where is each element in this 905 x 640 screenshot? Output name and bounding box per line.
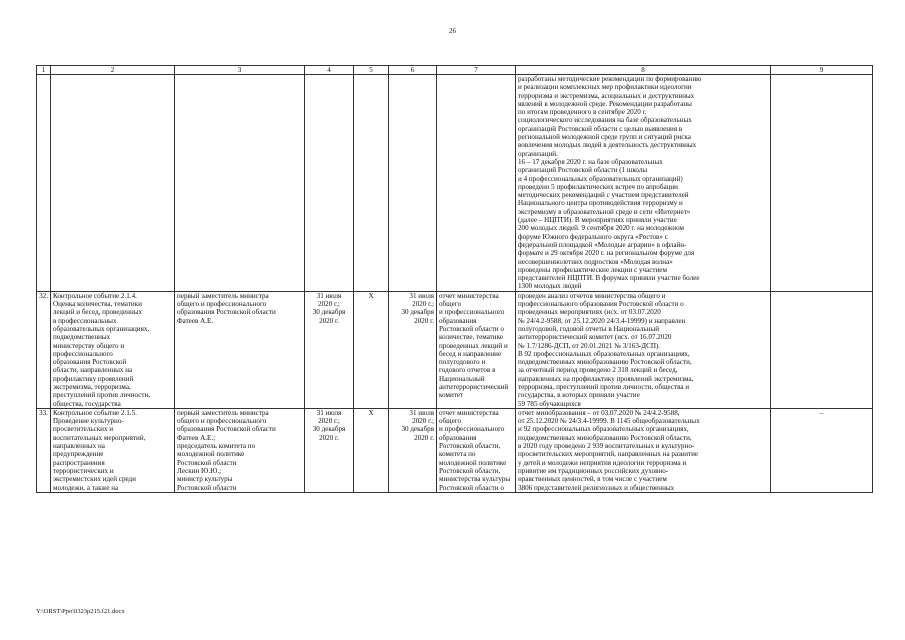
cell-result (516, 408, 771, 492)
table-row-32 (37, 291, 873, 408)
text-line: Фатеев А.Е. (177, 316, 214, 325)
text-line: терроризма и экстремизма, асоциальных и деструктивных (518, 91, 695, 100)
text-line: Ростовской области, (439, 466, 501, 475)
text-line: 31 июля (316, 408, 342, 417)
text-line: по итогам проведенного в сентябре 2020 г. (518, 108, 647, 117)
text-line: явлений в молодежной среде. Рекомендации разработаны (518, 99, 692, 108)
text-line: общего и профессионального (177, 300, 267, 309)
text-line: количестве, тематике (439, 333, 503, 342)
text-line: образования (439, 433, 477, 442)
text-line: у детей и молодежи неприятия идеологии терроризма и (518, 458, 687, 467)
col-header: 8 (516, 66, 771, 75)
text-line: и 92 профессиональных образовательных организациях, (518, 425, 689, 434)
text-line: министр культуры (177, 475, 233, 484)
cell-planned-date (305, 291, 354, 408)
text-line: проведен анализ отчетов министерства общего и (518, 291, 666, 300)
cell-report-type (437, 291, 516, 408)
text-line: социологического исследования на базе образовательных (518, 116, 692, 125)
text-line: организаций. (518, 149, 558, 158)
text-line: комитет (439, 391, 464, 400)
text-line: Фатеев А.Е.; (177, 433, 216, 442)
text-line: антитеррористический (439, 382, 509, 391)
text-line: направленных на (53, 442, 105, 451)
text-line: первый заместитель министра (177, 408, 269, 417)
text-line: региональной молодежной среде групп и ситуаций риска (518, 133, 691, 142)
cell-actual-date (389, 408, 437, 492)
text-line: (далее – НЦПТИ). В мероприятиях приняли участие (518, 216, 677, 225)
text-line: отчет министерства (439, 408, 499, 417)
text-line: терроризма, преступлений против личности, общества и (518, 382, 690, 391)
text-line: просветительских и (53, 425, 114, 434)
text-line: Проведение культурно- (53, 417, 124, 426)
text-line: несовершеннолетних подростков «Молодая волна» (518, 257, 673, 266)
text-line: 30 декабря (312, 425, 346, 434)
text-line: вовлечения молодых людей в деятельность деструктивных (518, 141, 697, 150)
text-line: профилактику проявлений (53, 374, 134, 383)
text-line: Национальный (439, 374, 485, 383)
text-line: отчет министерства (439, 291, 499, 300)
cell-responsible (175, 408, 305, 492)
text-line: преступлений против личности, (53, 391, 151, 400)
text-line: Оценка количества, тематики (53, 300, 142, 309)
text-line: образования Ростовской области (177, 425, 276, 434)
text-line: 30 декабря (401, 425, 434, 434)
text-line: области, направленных на (53, 366, 133, 375)
text-line: образовательных организациях, (53, 324, 150, 333)
text-line: Национального центра противодействия терроризму и (518, 199, 683, 208)
cell-x: Х (354, 408, 389, 492)
text-line: привитие им традиционных российских духовно- (518, 466, 669, 475)
text-line: предупреждение (53, 450, 104, 459)
text-line: 30 декабря (401, 308, 434, 317)
text-line: экстремизма, терроризма, (53, 382, 131, 391)
text-line: В 92 профессиональных образовательных организациях, (518, 349, 690, 358)
text-line: отчет минобразования – от 03.07.2020 № 24/4.2-9588, (518, 408, 680, 417)
text-line: председатель комитета по (177, 442, 256, 451)
text-line: профессионального (53, 349, 113, 358)
text-line: молодежной политике (439, 458, 507, 467)
text-line: Ростовской области (177, 483, 237, 492)
col-header: 2 (51, 66, 175, 75)
cell-event (51, 291, 175, 408)
cell-event (51, 408, 175, 492)
text-line: распространения (53, 458, 105, 467)
text-line: 2020 г. (414, 316, 434, 325)
cell-responsible (175, 291, 305, 408)
text-line: министерству общего и (53, 341, 125, 350)
text-line: Ростовской области о (439, 483, 504, 492)
text-line: образования Ростовской (53, 358, 127, 367)
text-line: проведенных мероприятиях (исх. от 03.07.2020 (518, 308, 661, 317)
text-line: организаций Ростовской области (1 школы (518, 166, 648, 175)
text-line: бесед и направление (439, 349, 502, 358)
cell-x: Х (354, 291, 389, 408)
text-line: методических рекомендаций с участием представителей (518, 191, 689, 200)
page-number: 26 (449, 27, 456, 35)
col-header: 7 (437, 66, 516, 75)
text-line: экстремизму в образовательной среде и сети «Интернет» (518, 207, 691, 216)
text-line: Контрольное событие 2.1.4. (53, 291, 137, 300)
text-line: общего (439, 300, 462, 309)
text-line: воспитательных мероприятий, (53, 433, 146, 442)
cell-note (771, 291, 873, 408)
text-line: 2020 г.; (318, 417, 340, 426)
row-number: 32. (37, 291, 51, 408)
text-line: 3806 представителей религиозных и общественных (518, 483, 675, 492)
text-line: образования Ростовской области (177, 308, 276, 317)
report-table (36, 65, 873, 493)
text-line: полугодового и (439, 358, 486, 367)
text-line: общего (439, 417, 462, 426)
text-line: подведомственных (53, 333, 111, 342)
text-line: первый заместитель министра (177, 291, 269, 300)
text-line: направленных на профилактику проявлений экстремизма, (518, 374, 694, 383)
cell-result (516, 291, 771, 408)
text-line: 1300 молодых людей (518, 282, 582, 291)
text-line: 2020 г. (414, 433, 434, 442)
text-line: антитеррористический комитет (исх. от 16.07.2020 (518, 333, 672, 342)
col-header: 5 (354, 66, 389, 75)
text-line: подведомственных минобразованию Ростовской области, (518, 358, 692, 367)
text-line: 2020 г.; (318, 300, 340, 309)
text-line: в профессиональных (53, 316, 117, 325)
text-line: молодежи, а также на (53, 483, 119, 492)
cell-note: – (771, 408, 873, 492)
text-line: Ростовской области о (439, 324, 504, 333)
text-line: и реализации комплексных мер профилактики идеологии (518, 83, 692, 92)
text-line: 2020 г.; (412, 300, 434, 309)
text-line: террористических и (53, 466, 114, 475)
cell-planned-date (305, 408, 354, 492)
text-line: комитета по (439, 450, 476, 459)
text-line: 30 декабря (312, 308, 346, 317)
text-line: подведомственных минобразованию Ростовской области, (518, 433, 692, 442)
text-line: Контрольное событие 2.1.5. (53, 408, 137, 417)
table-row-continued (37, 75, 873, 292)
col-header: 4 (305, 66, 354, 75)
text-line: от 25.12.2020 № 24/3.4-19999. В 1145 общеобразовательных (518, 417, 700, 426)
text-line: 2020 г.; (412, 417, 434, 426)
text-line: 31 июля (409, 408, 434, 417)
text-line: и профессионального (439, 308, 505, 317)
text-line: экстремистских идей среди (53, 475, 136, 484)
text-line: 16 – 17 декабря 2020 г. на базе образовательных (518, 157, 663, 166)
text-line: 31 июля (409, 291, 434, 300)
col-header: 9 (771, 66, 873, 75)
text-line: проведено 5 профилактических встреч по апробации (518, 182, 678, 191)
text-line: 59 785 обучающихся (518, 399, 581, 408)
text-line: за отчетный период проведено 2 318 лекций и бесед, (518, 366, 678, 375)
text-line: Ростовской области (177, 458, 237, 467)
text-line: нравственных ценностей, в том числе с участием (518, 475, 667, 484)
table-row-33 (37, 408, 873, 492)
text-line: организаций Ростовской области с целью выявления в (518, 124, 683, 133)
text-line: федеральной площадкой «Молодые аграрии» в офлайн- (518, 240, 687, 249)
header-row (37, 66, 873, 75)
text-line: общества, государства (53, 399, 121, 408)
text-line: представителей НЦПТИ. В форумах приняли участие более (518, 274, 700, 283)
row-number: 33. (37, 408, 51, 492)
col-header: 6 (389, 66, 437, 75)
text-line: полугодовой, годовой отчеты в Национальный (518, 324, 659, 333)
text-line: министерства культуры (439, 475, 511, 484)
text-line: 2020 г. (319, 316, 339, 325)
text-line: 200 молодых людей. 9 сентября 2020 г. на молодежном (518, 224, 684, 233)
text-line: профессионального образования Ростовской области о (518, 300, 684, 309)
text-line: проведены профилактические лекции с участием (518, 265, 667, 274)
text-line: просветительских мероприятий, направленных на развитие (518, 450, 699, 459)
text-line: молодежной политике (177, 450, 245, 459)
text-line: 31 июля (316, 291, 342, 300)
text-line: № 24/4.2-9588, от 25.12.2020 24/3.4-19999) и направлен (518, 316, 686, 325)
text-line: лекций и бесед, проведенных (53, 308, 143, 317)
text-line: общего и профессионального (177, 417, 267, 426)
text-line: формате и 29 октября 2020 г. на региональном форуме для (518, 249, 695, 258)
text-line: образования (439, 316, 477, 325)
file-path-footer: Y:\ORST\Ppo\0323p215.f21.docx (36, 608, 125, 615)
text-line: государства, в которых приняли участие (518, 391, 640, 400)
cell-report-type (437, 408, 516, 492)
text-line: в 2020 году проведено 2 939 воспитательных и культурно- (518, 442, 695, 451)
text-line: форуме Южного федерального округа «Ростов» с (518, 232, 668, 241)
text-line: Ростовской области, (439, 442, 501, 451)
text-line: разработаны методические рекомендации по формированию (518, 75, 702, 83)
text-line: Лескин Ю.Ю.; (177, 466, 222, 475)
text-line: и профессионального (439, 425, 505, 434)
text-line: № 1.7/1286-ДСП, от 20.01.2021 № 3/163-ДСП). (518, 341, 661, 350)
text-line: годового отчетов в (439, 366, 496, 375)
text-line: проведенных лекций и (439, 341, 508, 350)
text-line: и 4 профессиональных образовательных организаций) (518, 174, 683, 183)
col-header: 3 (175, 66, 305, 75)
cell-result (516, 75, 771, 292)
cell-actual-date (389, 291, 437, 408)
col-header: 1 (37, 66, 51, 75)
text-line: 2020 г. (319, 433, 339, 442)
